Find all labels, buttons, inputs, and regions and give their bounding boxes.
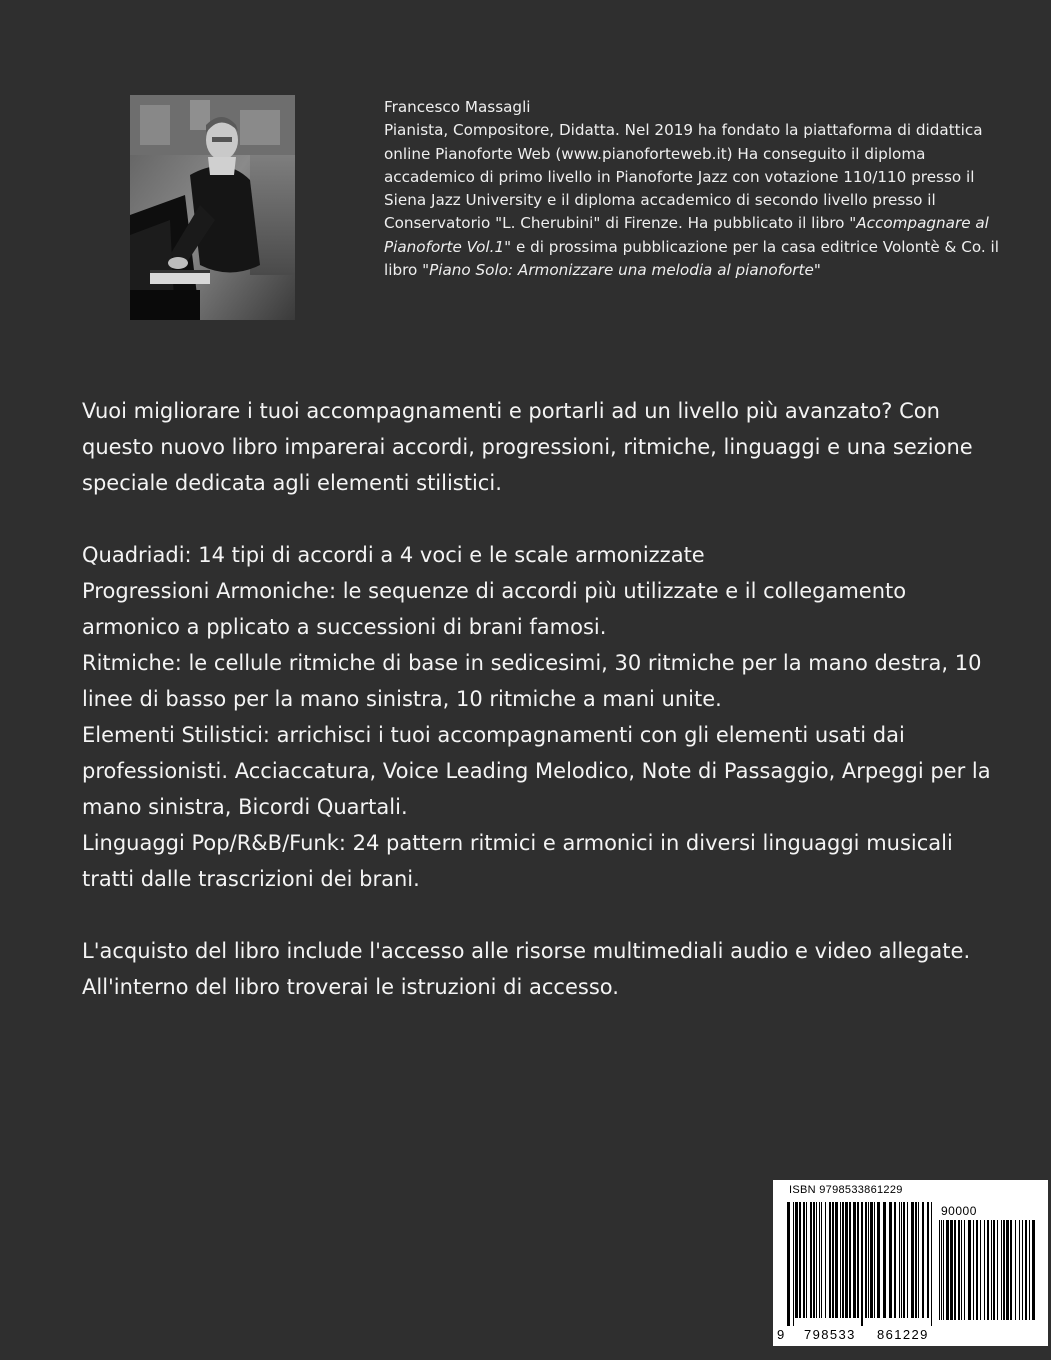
barcode-bar <box>806 1202 807 1318</box>
barcode-bar <box>816 1202 817 1318</box>
barcode-bar <box>991 1220 992 1320</box>
barcode-bar <box>1001 1220 1002 1320</box>
barcode-bar <box>853 1202 856 1318</box>
barcode-bar <box>973 1220 974 1320</box>
ean-left-digits: 798533 <box>804 1327 856 1342</box>
author-photo <box>130 95 295 320</box>
barcode-bar <box>1006 1220 1009 1320</box>
isbn-barcode <box>773 1180 1048 1346</box>
barcode-bar <box>899 1202 900 1318</box>
barcode-bar <box>946 1220 949 1320</box>
ean-lead-digit: 9 <box>777 1327 786 1342</box>
barcode-bar <box>813 1202 815 1318</box>
barcode-bar <box>1015 1220 1016 1320</box>
bio-text-2: " e di prossima pubblicazione per la casa editrice Volontè & Co. il libro " <box>384 237 999 280</box>
barcode-bar <box>964 1220 965 1320</box>
barcode-bar <box>835 1202 838 1318</box>
barcode-bar <box>993 1220 995 1320</box>
feature-quadriadi: Quadriadi: 14 tipi di accordi a 4 voci e le scale armonizzate <box>82 543 705 567</box>
barcode-bar <box>915 1202 917 1318</box>
barcode-bar <box>849 1202 851 1318</box>
barcode-bar <box>795 1202 798 1318</box>
barcode-bar <box>810 1202 812 1318</box>
ean-digits <box>777 1327 929 1342</box>
barcode-bar <box>901 1202 902 1318</box>
barcode-bar <box>1029 1220 1030 1320</box>
intro-paragraph: Vuoi migliorare i tuoi accompagnamenti e portarli ad un livello più avanzato? Con questo nuovo libro imparerai accordi, progressioni, ritmiche, linguaggi e una sezione speciale dedicata agli elementi stilistici. <box>82 399 973 495</box>
barcode-bar <box>842 1202 844 1318</box>
feature-progressioni: Progressioni Armoniche: le sequenze di accordi più utilizzate e il collegamento armonico a pplicato a successioni di brani famosi. <box>82 579 907 639</box>
book-description <box>82 393 1002 1005</box>
feature-linguaggi: Linguaggi Pop/R&B/Funk: 24 pattern ritmici e armonici in diversi linguaggi musicali tratti dalle trascrizioni dei brani. <box>82 831 953 891</box>
barcode-bar <box>922 1202 924 1318</box>
barcode-bar <box>840 1202 841 1318</box>
barcode-bar <box>821 1202 822 1318</box>
barcode-bar <box>857 1202 859 1318</box>
ean-right-digits: 861229 <box>877 1327 929 1342</box>
bio-text-1: Pianista, Compositore, Didatta. Nel 2019 ha fondato la piattaforma di didattica online Pianoforte Web (www.pianoforteweb.it) Ha conseguito il diploma accademico di primo livello in Pianoforte Jazz con votazione 110/110 presso il Siena Jazz University e il diploma accademico di secondo livello presso il Conservatorio "L. Cherubini" di Firenze. Ha pubblicato il libro " <box>384 121 983 233</box>
barcode-bar <box>1025 1220 1027 1320</box>
barcode-bar <box>832 1202 834 1318</box>
author-description <box>384 119 1004 282</box>
barcode-bar <box>968 1220 971 1320</box>
barcode-bar <box>954 1220 956 1320</box>
barcode-bar <box>861 1202 863 1326</box>
barcode-bar <box>793 1202 794 1326</box>
feature-elementi-stilistici: Elementi Stilistici: arrichisci i tuoi accompagnamenti con gli elementi usati dai professionisti. Acciaccatura, Voice Leading Melodico, Note di Passaggio, Arpeggi per la mano sinistra, Bicordi Quartali. <box>82 723 991 819</box>
barcode-bar <box>931 1202 932 1326</box>
spacer <box>82 501 1002 537</box>
barcode-bar <box>984 1220 985 1320</box>
barcode-bar <box>868 1202 869 1318</box>
barcode-bar <box>874 1202 875 1318</box>
barcode-bar <box>903 1202 905 1318</box>
bio-text-3: " <box>813 261 821 280</box>
feature-ritmiche: Ritmiche: le cellule ritmiche di base in sedicesimi, 30 ritmiche per la mano destra, 10 linee di basso per la mano sinistra, 10 ritmiche a mani unite. <box>82 651 982 711</box>
pianist-photo-icon <box>130 95 295 320</box>
barcode-bar <box>943 1220 944 1320</box>
barcode-bar <box>987 1220 989 1320</box>
author-name: Francesco Massagli <box>384 98 531 116</box>
barcode-bar <box>950 1220 953 1320</box>
price-code: 90000 <box>941 1204 977 1218</box>
ean-barcode-bars <box>787 1202 937 1332</box>
barcode-bar <box>927 1202 929 1318</box>
barcode-bar <box>829 1202 831 1318</box>
barcode-bar <box>976 1220 978 1320</box>
barcode-bar <box>877 1202 880 1318</box>
spacer <box>82 897 1002 933</box>
author-bio <box>384 96 1004 282</box>
barcode-bar <box>1019 1220 1020 1320</box>
barcode-bar <box>870 1202 873 1318</box>
closing-paragraph: L'acquisto del libro include l'accesso alle risorse multimediali audio e video allegate. All'interno del libro troverai le istruzioni di accesso. <box>82 939 971 999</box>
barcode-bar <box>980 1220 981 1320</box>
isbn-label: ISBN 9798533861229 <box>789 1184 903 1196</box>
barcode-bar <box>958 1220 960 1320</box>
barcode-bar <box>799 1202 801 1318</box>
bio-book-title-1: Accompagnare al Pianoforte Vol.1 <box>384 214 989 256</box>
barcode-bar <box>883 1202 886 1318</box>
barcode-bar <box>1022 1220 1023 1320</box>
barcode-bar <box>865 1202 867 1318</box>
barcode-bar <box>961 1220 962 1320</box>
barcode-bar <box>1010 1220 1012 1320</box>
barcode-bar <box>939 1220 940 1320</box>
barcode-bar <box>1003 1220 1005 1320</box>
barcode-bar <box>997 1220 998 1320</box>
barcode-bar <box>907 1202 908 1318</box>
barcode-bar <box>787 1202 790 1326</box>
barcode-bar <box>819 1202 820 1318</box>
addon-barcode-bars <box>939 1220 1039 1330</box>
barcode-bar <box>1032 1220 1035 1320</box>
barcode-bar <box>889 1202 892 1318</box>
barcode-bar <box>845 1202 848 1318</box>
barcode-bar <box>825 1202 826 1318</box>
barcode-bar <box>911 1202 914 1318</box>
barcode-bar <box>941 1220 942 1320</box>
barcode-bar <box>803 1202 805 1318</box>
barcode-bar <box>918 1202 919 1318</box>
bio-book-title-2: Piano Solo: Armonizzare una melodia al pianoforte <box>429 261 814 280</box>
barcode-bar <box>894 1202 896 1318</box>
